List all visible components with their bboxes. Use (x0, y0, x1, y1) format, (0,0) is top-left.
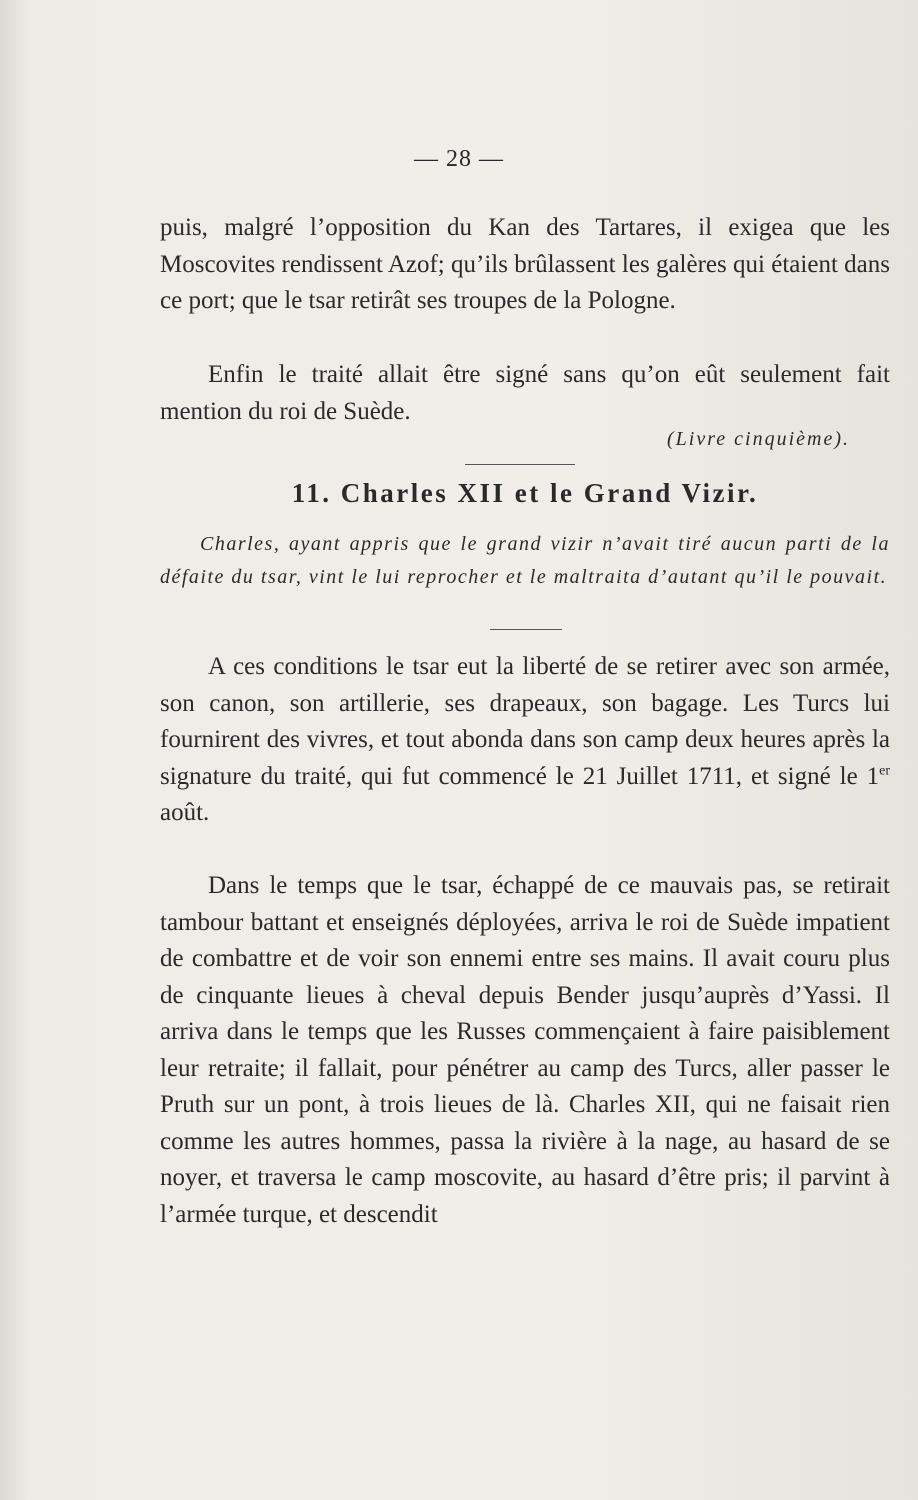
section-summary: Charles, ayant appris que le grand vizir n’avait tiré aucun parti de la défaite du tsar, vint le lui reprocher et le maltraita d’autant qu’il le pouvait. (160, 533, 890, 588)
paragraph-conditions (160, 649, 890, 832)
page-number: — 28 — (414, 146, 504, 172)
paragraph-treaty: Enfin le traité allait être signé sans qu’on eût seulement fait mention du roi de Suède. (160, 361, 890, 425)
section-heading: 11. Charles XII et le Grand Vizir. (291, 478, 759, 508)
source-citation: (Livre cinquième). (667, 428, 850, 450)
divider-top (465, 464, 575, 465)
divider-bottom (490, 629, 562, 630)
paragraph-opening: puis, malgré l’opposition du Kan des Tartares, il exigea que les Moscovites rendissent Azof; qu’ils brûlassent les galères qui étaient dans ce port; que le tsar retirât ses troupes de la Pologne. (160, 214, 890, 314)
paragraph-charles-arrival: Dans le temps que le tsar, échappé de ce mauvais pas, se retirait tambour battant et enseignés déployées, arriva le roi de Suède impatient de combattre et de voir son ennemi entre ses mains. Il avait couru plus de cinquante lieues à cheval depuis Bender jusqu’auprès d’Yassi. Il arriva dans le temps que les Russes commençaient à faire paisiblement leur retraite; il fallait, pour pénétrer au camp des Turcs, aller passer le Pruth sur un pont, à trois lieues de là. Charles XII, qui ne faisait rien comme les autres hommes, passa la rivière à la nage, au hasard de se noyer, et traversa le camp moscovite, au hasard d’être pris; il parvint à l’armée turque, et descendit (160, 872, 890, 1228)
paragraph-conditions-main: A ces conditions le tsar eut la liberté de se retirer avec son armée, son canon, son artillerie, ses drapeaux, son bagage. Les Turcs lui fournirent des vivres, et tout abonda dans son camp deux heures après la signature du traité, qui fut commencé le 21 Juillet 1711, et signé le 1 (160, 653, 890, 790)
superscript-er: er (879, 763, 890, 779)
paragraph-conditions-end: août. (160, 799, 210, 826)
